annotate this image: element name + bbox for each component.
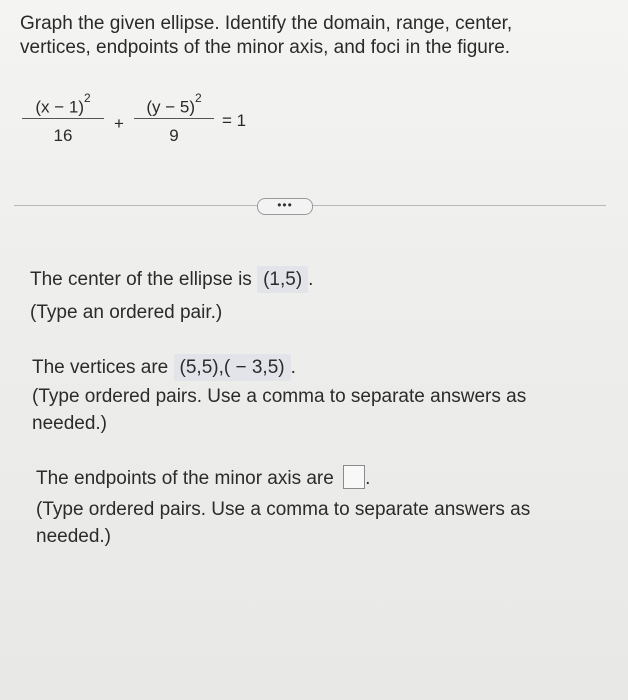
ellipse-equation <box>22 88 322 168</box>
x-fraction <box>22 88 104 149</box>
minor-axis-answer-field[interactable] <box>343 465 365 489</box>
center-answer-field[interactable]: (1,5) <box>257 266 308 293</box>
center-hint: (Type an ordered pair.) <box>30 302 223 323</box>
problem-prompt <box>20 12 610 60</box>
vertices-hint-line-1: (Type ordered pairs. Use a comma to separate answers as <box>32 386 527 407</box>
y-exponent: 2 <box>194 91 202 105</box>
x-fraction-numerator: $(x - 1)^2$ <box>35 91 91 117</box>
plus-sign: + <box>114 114 124 133</box>
vertices-hint-line-2: needed.) <box>32 413 108 434</box>
y-fraction <box>134 88 214 149</box>
minor-axis-hint-line-1: (Type ordered pairs. Use a comma to separate answers as <box>36 499 531 520</box>
minor-axis-prompt-row <box>36 465 530 492</box>
vertices-answer-field[interactable]: (5,5),( − 3,5) <box>174 354 291 381</box>
y-fraction-denominator: 9 <box>169 126 179 145</box>
vertices-period: . <box>290 357 296 378</box>
y-fraction-numerator: $(y - 5)^2$ <box>146 91 202 117</box>
center-prompt: The center of the ellipse is <box>30 269 252 290</box>
y-fraction-bar <box>134 118 214 119</box>
equals-one: = 1 <box>222 111 247 130</box>
minor-axis-prompt: The endpoints of the minor axis are <box>36 468 334 489</box>
prompt-line-1: Graph the given ellipse. Identify the domain, range, center, <box>20 13 513 34</box>
vertices-prompt: The vertices are <box>32 357 169 378</box>
minor-axis-period: . <box>365 468 371 489</box>
center-question <box>30 266 313 326</box>
minor-axis-hint-line-2: needed.) <box>36 526 112 547</box>
minor-axis-question <box>36 465 530 550</box>
x-exponent: 2 <box>83 91 91 105</box>
expand-more-button[interactable]: ••• <box>257 198 313 215</box>
vertices-prompt-row <box>32 354 526 381</box>
x-fraction-denominator: 16 <box>53 126 73 145</box>
center-prompt-row <box>30 266 313 293</box>
x-fraction-bar <box>22 118 104 119</box>
center-period: . <box>308 269 314 290</box>
vertices-question <box>32 354 526 437</box>
prompt-line-2: vertices, endpoints of the minor axis, and foci in the figure. <box>20 37 511 58</box>
